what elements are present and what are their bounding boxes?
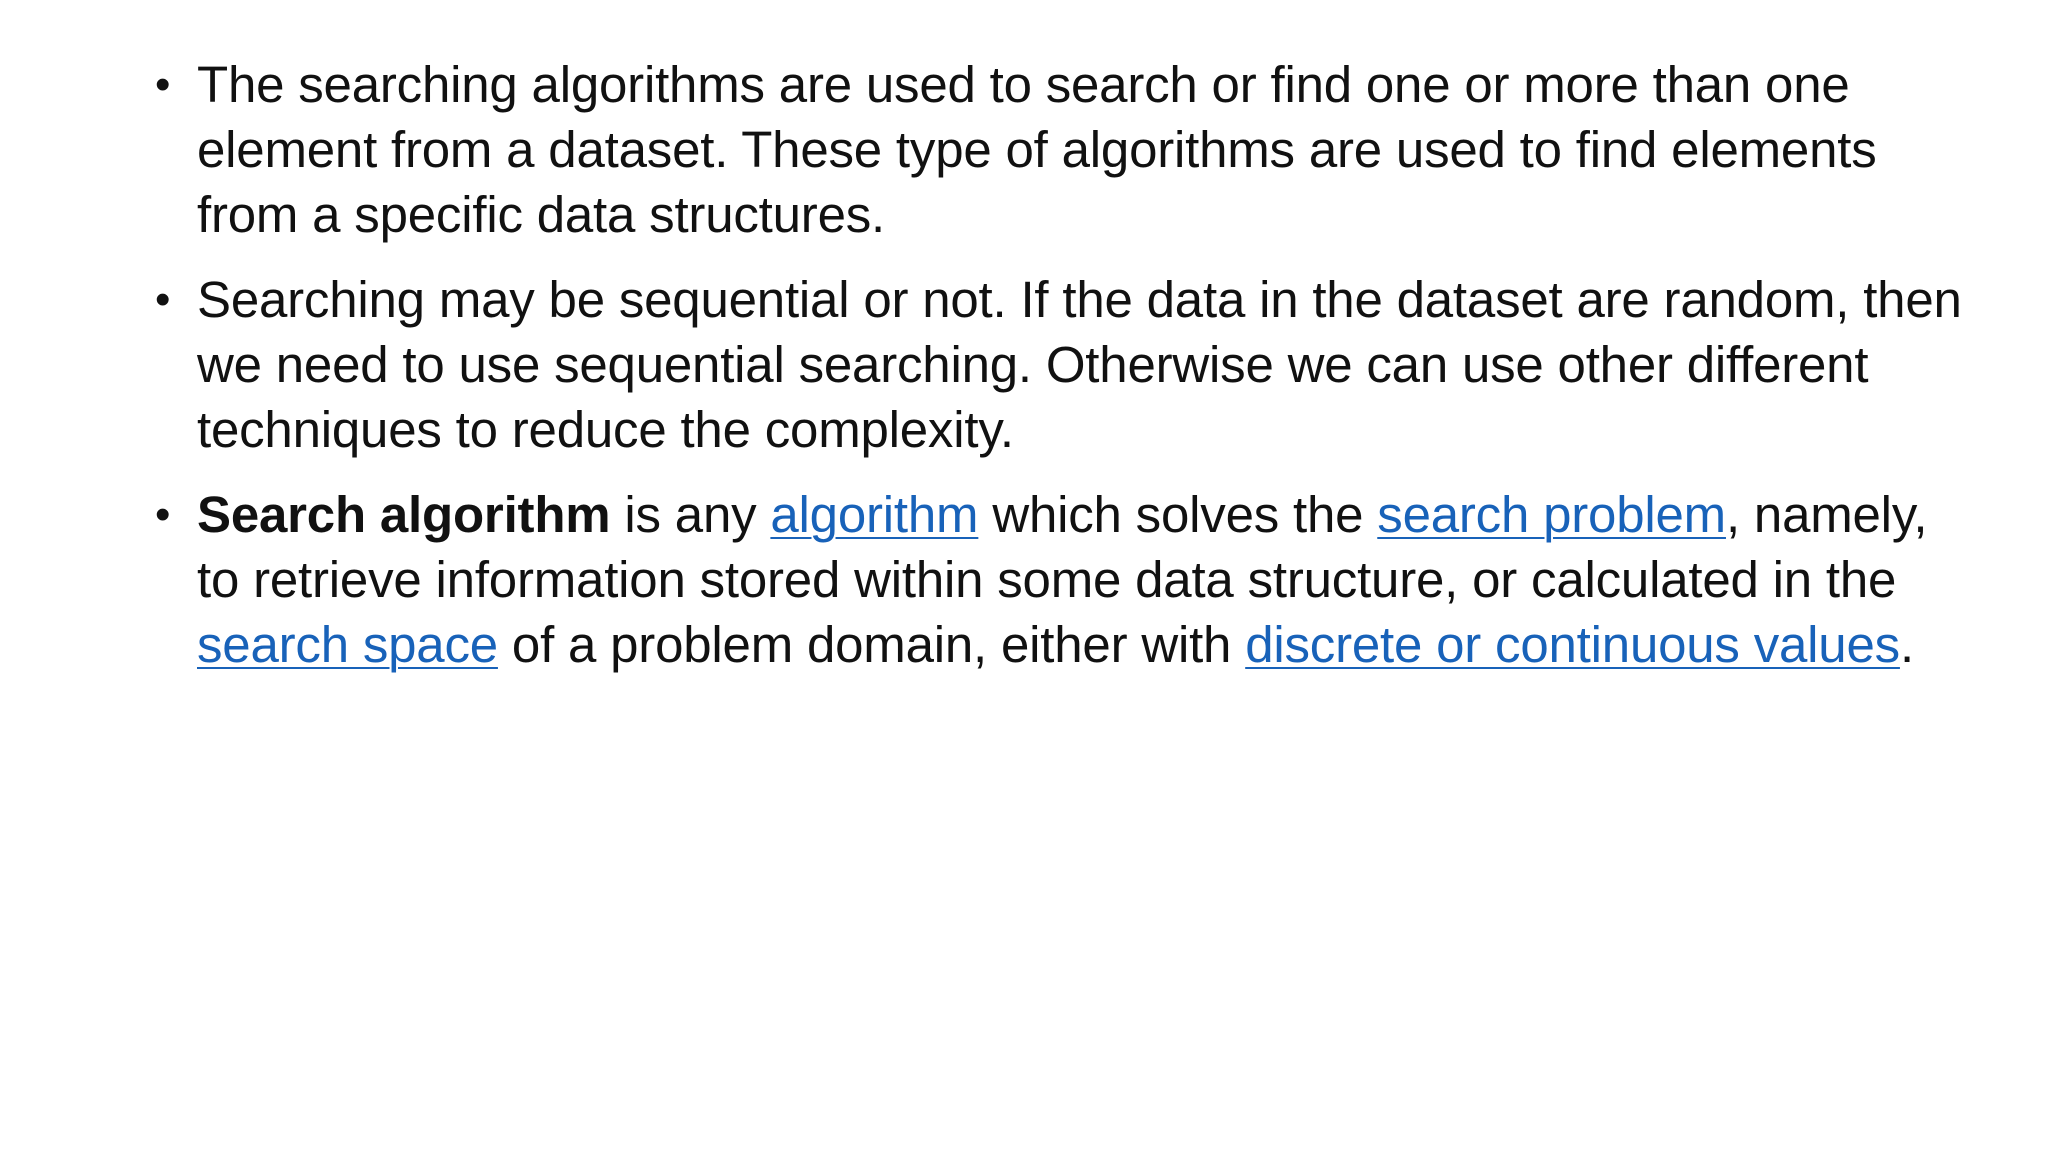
- link-algorithm[interactable]: algorithm: [770, 486, 979, 543]
- bullet-item-sequential: [155, 267, 1975, 462]
- text-fragment: which solves the: [978, 486, 1378, 543]
- bullet-text: Searching may be sequential or not. If the data in the dataset are random, then we need to use sequential searching. Otherwise we can use other different techniques to reduce the complexity.: [197, 271, 1962, 458]
- text-fragment: is any: [610, 486, 771, 543]
- bullet-marker: •: [155, 60, 171, 109]
- text-fragment: , namely, to retrieve information stored within some data structure, or calculated in the: [197, 486, 1928, 608]
- bullet-item-searching-algorithms: [155, 52, 1975, 247]
- link-search-space[interactable]: search space: [197, 616, 498, 673]
- bullet-marker: •: [155, 490, 171, 539]
- link-discrete-or-continuous-values[interactable]: discrete or continuous values: [1245, 616, 1900, 673]
- bold-term-search-algorithm: Search algorithm: [197, 486, 611, 543]
- bullet-marker: •: [155, 275, 171, 324]
- link-search-problem[interactable]: search problem: [1377, 486, 1726, 543]
- text-fragment: of a problem domain, either with: [497, 616, 1246, 673]
- text-fragment: .: [1899, 616, 1914, 673]
- bullet-item-search-algorithm-definition: [155, 482, 1975, 677]
- bullet-list: [155, 52, 1975, 697]
- bullet-text: The searching algorithms are used to search or find one or more than one element from a dataset. These type of algorithms are used to find elements from a specific data structures.: [197, 56, 1877, 243]
